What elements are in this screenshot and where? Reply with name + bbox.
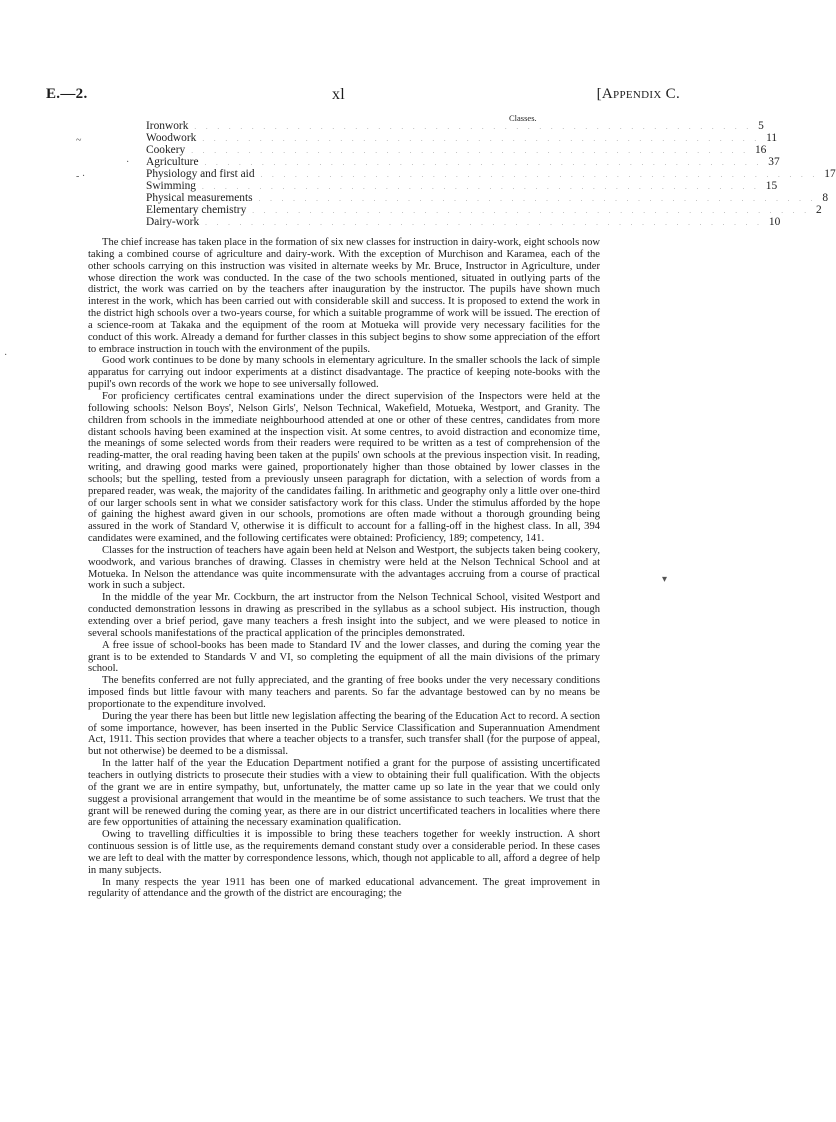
- classes-column-header: Classes.: [509, 113, 537, 123]
- paragraph: During the year there has been but little new legislation affecting the bearing of the Education Act to record. A section of some importance, however, has been inserted in the Public Service Classification and Superannuation Amendment Act, 1911. This section provides that where a teacher objects to a transfer, such transfer shall (for the purpose of appeal, but not otherwise) be deemed to be a dismissal.: [88, 710, 600, 758]
- class-count: 8: [822, 192, 829, 204]
- leader-dots: . . . . . . . . . . . . . . . . . . . . . . . . . . . . . . . . . . . . . . . . . . . . . . . . .: [202, 183, 760, 191]
- table-row: [146, 204, 822, 216]
- table-row: [146, 132, 778, 144]
- subject-name: Dairy-work: [146, 216, 200, 228]
- paragraph: In the middle of the year Mr. Cockburn, the art instructor from the Nelson Technical School, visited Westport and conducted demonstration lessons in drawing as prescribed in the syllabus as a school subject. His instruction, though extending over a brief period, gave many teachers a fresh insight into the subject, and we were pleased to notice in several schools manifestations of the practical application of the principles demonstrated.: [88, 592, 600, 639]
- appendix-label: [Appendix C.: [596, 86, 680, 102]
- class-count: 10: [768, 216, 781, 228]
- paragraph: A free issue of school-books has been made to Standard IV and the lower classes, and during the coming year the grant is to be extended to Standards V and VI, so completing the equipment of all the main divisions of the primary school.: [88, 639, 600, 675]
- table-row: [146, 120, 764, 132]
- paragraph: Good work continues to be done by many schools in elementary agriculture. In the smaller schools the lack of simple apparatus for carrying out indoor experiments at a distinct disadvantage. The practice of keeping note-books with the pupil's own records of the work we hope to see universally followed.: [88, 355, 600, 391]
- report-body: [88, 237, 600, 900]
- leader-dots: . . . . . . . . . . . . . . . . . . . . . . . . . . . . . . . . . . . . . . . . . . . . . . . . .: [202, 135, 761, 143]
- paragraph: For proficiency certificates central examinations under the direct supervision of the Inspectors were held at the following schools: Nelson Boys', Nelson Girls', Nelson Technical, Wakefield, Motueka, Westport, and Granity. The children from schools in the immediate neighbourhood attended at one or other of these centres, candidates from more distant schools having been examined at the inspection visit. At some centres, to avoid distraction and economize time, the meanings of some selected words from their readers were required to be written as a test of comprehension of the reading-matter, the oral reading having been taken at the pupils' own schools at the previous inspection visit. In reading, writing, and drawing good marks were gained, proportionately higher than those obtained by lower classes in the schools; but the spelling, tested from a previously unseen paragraph for dictation, with a selection of words from a prepared reader, was weak, the majority of the candidates failing. In arithmetic and geography only a little over one-third of our larger schools sent in what we consider satisfactory work for this class. Under the stimulus afforded by the hope of gaining the highest award given in our schools, promotions are often made without a thorough grounding being assured in the work of Standard V, otherwise it is difficult to account for a falling-off in the highest class. In all, 394 candidates were examined, and the following certificates were obtained: Proficiency, 189; competency, 141.: [88, 390, 600, 545]
- scan-mark: ·: [4, 350, 8, 361]
- paragraph: In many respects the year 1911 has been one of marked educational advancement. The great improvement in regularity of attendance and the growth of the district are encouraging; the: [88, 876, 600, 900]
- table-row: [146, 156, 780, 168]
- leader-dots: . . . . . . . . . . . . . . . . . . . . . . . . . . . . . . . . . . . . . . . . . . . . . . . . .: [204, 159, 763, 167]
- scan-mark: ·: [126, 157, 130, 168]
- class-count: 17: [824, 168, 836, 180]
- subject-name: Woodwork: [146, 132, 197, 144]
- report-code: E.—2.: [46, 86, 88, 102]
- scan-mark: ▾: [662, 574, 668, 585]
- paragraph: The chief increase has taken place in the formation of six new classes for instruction in dairy-work, eight schools now taking a combined course of agriculture and dairy-work. With the exception of Murchison and Karamea, each of the other schools carrying on this instruction was visited in alternate weeks by Mr. Bruce, Instructor in Agriculture, under whose direction the work was conducted. In the case of the two schools mentioned, situated in outlying parts of the district, the work was carried on by the teachers after inauguration by the instructor. The pupils have shown much interest in the work, which has been carried out with considerable skill and success. It is proposed to extend the work in the district high schools over a two-years course, for which a suitable programme of work will be issued. The erection of a science-room at Takaka and the equipment of the room at Motueka will provide very necessary facilities for the conduct of this work. Already a demand for further classes in this subject begins to show some appreciation of the effort to embrace instruction in touch with the environment of the pupils.: [88, 237, 600, 355]
- leader-dots: . . . . . . . . . . . . . . . . . . . . . . . . . . . . . . . . . . . . . . . . . . . . . . . . .: [252, 207, 811, 215]
- table-row: [146, 216, 781, 228]
- class-count: 16: [754, 144, 767, 156]
- leader-dots: . . . . . . . . . . . . . . . . . . . . . . . . . . . . . . . . . . . . . . . . . . . . . . . . .: [258, 195, 817, 203]
- class-count: 2: [816, 204, 822, 216]
- table-row: [146, 192, 829, 204]
- paragraph: Classes for the instruction of teachers have again been held at Nelson and Westport, the subjects taken being cookery, woodwork, and various branches of drawing. Classes in chemistry were held at the Nelson Technical School and at Motueka. In Nelson the attendance was quite incommensurate with the advantages accruing from a course of practical work in such a subject.: [88, 544, 600, 592]
- subject-name: Swimming: [146, 180, 197, 192]
- table-row: [146, 180, 778, 192]
- class-count: 5: [758, 120, 764, 132]
- subject-name: Agriculture: [146, 156, 199, 168]
- subject-name: Cookery: [146, 144, 186, 156]
- paragraph: The benefits conferred are not fully appreciated, and the granting of free books under the very necessary conditions imposed finds but little favour with many teachers and parents. So far the advantage bestowed can by no means be proportionate to the expenditure involved.: [88, 675, 600, 710]
- subjects-table: [146, 120, 836, 228]
- table-row: [146, 144, 767, 156]
- class-count: 37: [768, 156, 780, 168]
- leader-dots: . . . . . . . . . . . . . . . . . . . . . . . . . . . . . . . . . . . . . . . . . . . . . . . . .: [194, 123, 753, 131]
- page-number: xl: [332, 86, 346, 103]
- scan-mark: ~: [76, 135, 82, 146]
- leader-dots: . . . . . . . . . . . . . . . . . . . . . . . . . . . . . . . . . . . . . . . . . . . . . . . . .: [191, 147, 749, 155]
- class-count: 15: [765, 180, 778, 192]
- table-row: [146, 168, 836, 180]
- leader-dots: . . . . . . . . . . . . . . . . . . . . . . . . . . . . . . . . . . . . . . . . . . . . . . . . .: [205, 219, 763, 227]
- subject-name: Physiology and first aid: [146, 168, 255, 180]
- leader-dots: . . . . . . . . . . . . . . . . . . . . . . . . . . . . . . . . . . . . . . . . . . . . . . . . .: [260, 171, 819, 179]
- subject-name: Elementary chemistry: [146, 204, 247, 216]
- paragraph: Owing to travelling difficulties it is impossible to bring these teachers together for weekly instruction. A short continuous session is of little use, as the requirements demand constant study over a considerable period. In these cases we are left to deal with the matter by correspondence lessons, which, though not applicable to all, afford a degree of help in many subjects.: [88, 829, 600, 876]
- paragraph: In the latter half of the year the Education Department notified a grant for the purpose of assisting uncertificated teachers in outlying districts to prosecute their studies with a view to obtaining their full qualification. With the objects of the grant we are in entire sympathy, but, unfortunately, the matter came up so late in the year that we could only suggest a provisional arrangement that would in the meantime be of some assistance to such teachers. We trust that the grant will be renewed during the coming year, as there are in our district uncertificated teachers in localities where there are few opportunities of attaining the necessary examination qualification.: [88, 758, 600, 829]
- class-count: 11: [766, 132, 778, 144]
- scan-mark: - ·: [76, 171, 86, 182]
- subject-name: Physical measurements: [146, 192, 253, 204]
- subject-name: Ironwork: [146, 120, 189, 132]
